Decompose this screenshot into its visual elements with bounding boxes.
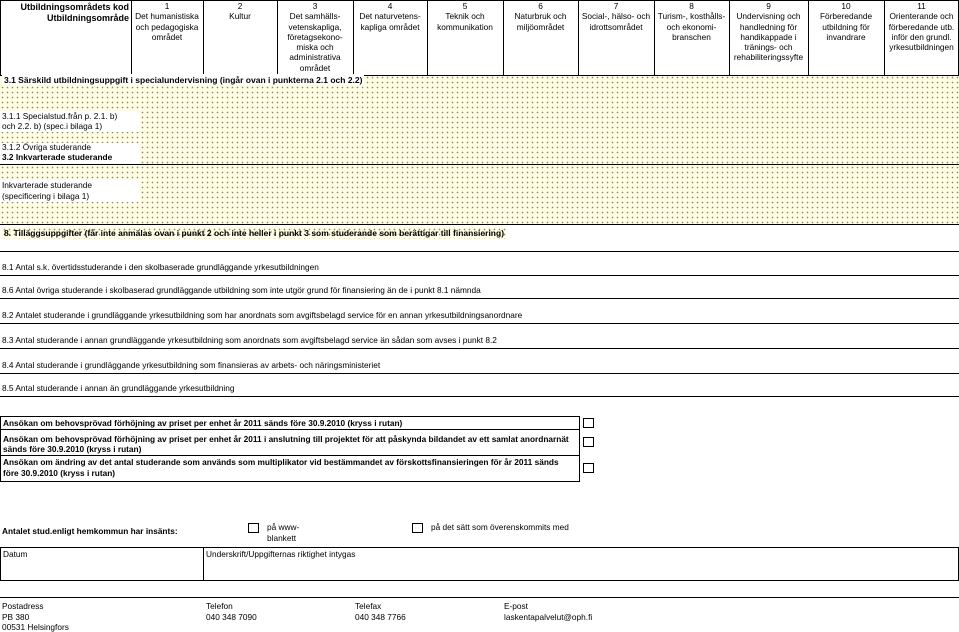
header-column-4 — [353, 1, 427, 32]
header-column-text: yrkesutbildningen — [889, 42, 954, 53]
application-checkbox-2[interactable] — [583, 437, 594, 447]
telefax-label: Telefax — [355, 601, 382, 611]
header-column-text: området — [299, 62, 331, 73]
header-column-text: Förberedande — [819, 11, 873, 22]
reporting-www-line2: blankett — [267, 533, 297, 543]
header-column-8 — [654, 1, 729, 42]
header-column-text: och ekonomi- — [666, 21, 717, 32]
row-3-1-1-line1: 3.1.1 Specialstud.från p. 2.1. b) — [2, 111, 118, 121]
header-column-number: 7 — [613, 1, 619, 11]
contact-email — [504, 601, 592, 622]
header-column-text: kapliga området — [360, 21, 420, 32]
header-column-10 — [808, 1, 884, 42]
section8-heading: 8. Tilläggsuppgifter (får inte anmälas ovan i punkt 2 och inte heller i punkt 3 som studerande som berättigar till finansiering) — [4, 228, 505, 238]
reporting-www-line1: på www- — [267, 522, 300, 532]
header-column-text: Det naturvetens- — [359, 11, 421, 22]
header-column-text: Det humanistiska — [135, 11, 199, 22]
section8-row-label: 8.1 Antal s.k. övertidsstuderande i den skolbaserade grundläggande yrkesutbildningen — [2, 262, 319, 272]
header-column-text: och pedagogiska — [135, 21, 199, 32]
signature-label: Underskrift/Uppgifternas riktighet intygas — [206, 549, 356, 559]
header-column-text: företagsekono- — [287, 31, 343, 42]
header-column-text: invandrare — [826, 31, 866, 42]
header-column-text: rehabiliteringssyfte — [733, 52, 804, 63]
application-checkbox-3[interactable] — [583, 463, 594, 473]
applications-block — [0, 416, 580, 482]
header-column-text: idrottsområdet — [589, 21, 643, 32]
header-column-number: 5 — [462, 1, 468, 11]
header-column-5 — [427, 1, 503, 32]
row-3-1-1-line2: och 2.2. b) (spec.i bilaga 1) — [2, 121, 103, 131]
postadress-line2: 00531 Helsingfors — [2, 622, 69, 632]
header-column-text: området — [151, 31, 183, 42]
reporting-www-checkbox[interactable] — [248, 523, 259, 533]
header-column-3 — [277, 1, 353, 73]
section8-row-label: 8.5 Antal studerande i annan än grundläggande yrkesutbildning — [2, 383, 235, 393]
header-column-text: handikappade i — [740, 31, 797, 42]
header-column-text: inför den grundl. — [891, 31, 952, 42]
header-column-text: tränings- och — [744, 42, 793, 53]
area-name-label: Utbildningsområde — [46, 13, 129, 23]
header-column-number: 4 — [387, 1, 393, 11]
application-checkbox-1[interactable] — [583, 418, 594, 428]
row-inkvarterade-label — [0, 180, 140, 202]
section8-row-label: 8.4 Antal studerande i grundläggande yrkesutbildning som finansieras av arbets- och näringsministeriet — [2, 360, 381, 370]
application-line-1: Ansökan om behovsprövad förhöjning av priset per enhet år 2011 sänds före 30.9.2010 (kryss i rutan) — [3, 418, 403, 428]
telefax-value: 040 348 7766 — [355, 611, 406, 622]
header-column-text: administrativa — [289, 52, 341, 63]
header-column-text: miska och — [296, 42, 334, 53]
contact-postadress — [2, 601, 69, 632]
header-column-7 — [578, 1, 654, 32]
signature-field[interactable] — [204, 547, 959, 581]
reporting-label: Antalet stud.enligt hemkommun har insänts: — [2, 526, 178, 536]
section8-row-label: 8.6 Antal övriga studerande i skolbaserad grundläggande utbildning som inte utgör grund för finansiering än de i punkt 8.1 nämnda — [2, 285, 481, 295]
application-line-5: före 30.9.2010 (kryss i rutan) — [3, 468, 116, 478]
header-column-text: Social-, hälso- och — [581, 11, 651, 22]
email-label: E-post — [504, 601, 528, 611]
section8-row-label: 8.3 Antal studerande i annan grundläggande yrkesutbildning som anordnats som avgiftsbelagd service än sådan som avses i punkt 8.2 — [2, 335, 497, 345]
header-column-text: förberedande utb. — [888, 21, 955, 32]
header-column-9 — [729, 1, 808, 63]
header-column-6 — [503, 1, 578, 32]
header-column-number: 9 — [766, 1, 771, 11]
header-column-text: Naturbruk och — [514, 11, 567, 22]
header-column-number: 2 — [237, 1, 243, 11]
header-column-text: utbildning för — [822, 21, 870, 32]
header-column-text: kommunikation — [437, 21, 493, 32]
header-column-text: vetenskapliga, — [288, 21, 342, 32]
header-column-text: handledning för — [739, 21, 798, 32]
date-label: Datum — [3, 549, 28, 559]
application-line-3: sänds före 30.9.2010 (kryss i rutan) — [3, 444, 142, 454]
contact-telefon — [206, 601, 257, 622]
header-column-1 — [131, 1, 203, 42]
header-column-number: 10 — [841, 1, 851, 11]
reporting-www-label — [267, 522, 299, 544]
row-inkvarterade-line1: Inkvarterade studerande — [2, 180, 92, 190]
section3-dotted-band — [0, 75, 959, 224]
header-row-label — [1, 2, 129, 24]
header-column-text: Kultur — [229, 11, 251, 22]
section3-heading: 3.1 Särskild utbildningsuppgift i specialundervisning (ingår ovan i punkterna 2.1 och 2.2) — [4, 75, 363, 85]
reporting-agreed-label: på det sätt som överenskommits med — [431, 522, 569, 532]
header-column-2 — [203, 1, 277, 22]
header-column-text: Undervisning och — [736, 11, 801, 22]
header-column-number: 3 — [312, 1, 318, 11]
row-3-1-1-label — [0, 111, 140, 132]
telefon-label: Telefon — [206, 601, 233, 611]
header-column-number: 6 — [538, 1, 543, 11]
header-column-text: miljöområdet — [516, 21, 565, 32]
postadress-line1: PB 380 — [2, 611, 30, 622]
section8-row-label: 8.2 Antalet studerande i grundläggande yrkesutbildning som har anordnats som avgiftsbelagd service för en annan yrkesutbildningsanordnare — [2, 310, 523, 320]
date-field[interactable] — [0, 547, 204, 581]
telefon-value: 040 348 7090 — [206, 611, 257, 622]
header-column-text: Det samhälls- — [289, 11, 341, 22]
area-code-label: Utbildningsområdets kod — [20, 2, 129, 12]
header-column-text: Turism-, kosthålls- — [657, 11, 726, 22]
reporting-agreed-checkbox[interactable] — [412, 523, 423, 533]
header-column-text: branschen — [672, 31, 711, 42]
postadress-label: Postadress — [2, 601, 44, 611]
application-line-4: Ansökan om ändring av det antal studerande som används som multiplikator vid bestämmandet av förskottsfinansieringen för år 2011 sänds — [3, 457, 559, 467]
header-column-number: 11 — [917, 1, 926, 11]
header-column-11 — [884, 1, 959, 52]
row-3-1-2-label: 3.1.2 Övriga studerande — [0, 143, 140, 153]
header-column-text: Orienterande och — [889, 11, 954, 22]
row-3-2-heading: 3.2 Inkvarterade studerande — [0, 153, 140, 164]
header-column-number: 8 — [689, 1, 694, 11]
header-column-text: Teknik och — [445, 11, 485, 22]
email-value: laskentapalvelut@oph.fi — [504, 611, 593, 622]
contact-telefax — [355, 601, 406, 622]
application-line-2: Ansökan om behovsprövad förhöjning av priset per enhet år 2011 i anslutning till projektet för att påskynda bildandet av ett samlat anordnarnät — [3, 434, 569, 444]
row-inkvarterade-line2: (specificering i bilaga 1) — [2, 190, 90, 201]
header-column-number: 1 — [164, 1, 170, 11]
